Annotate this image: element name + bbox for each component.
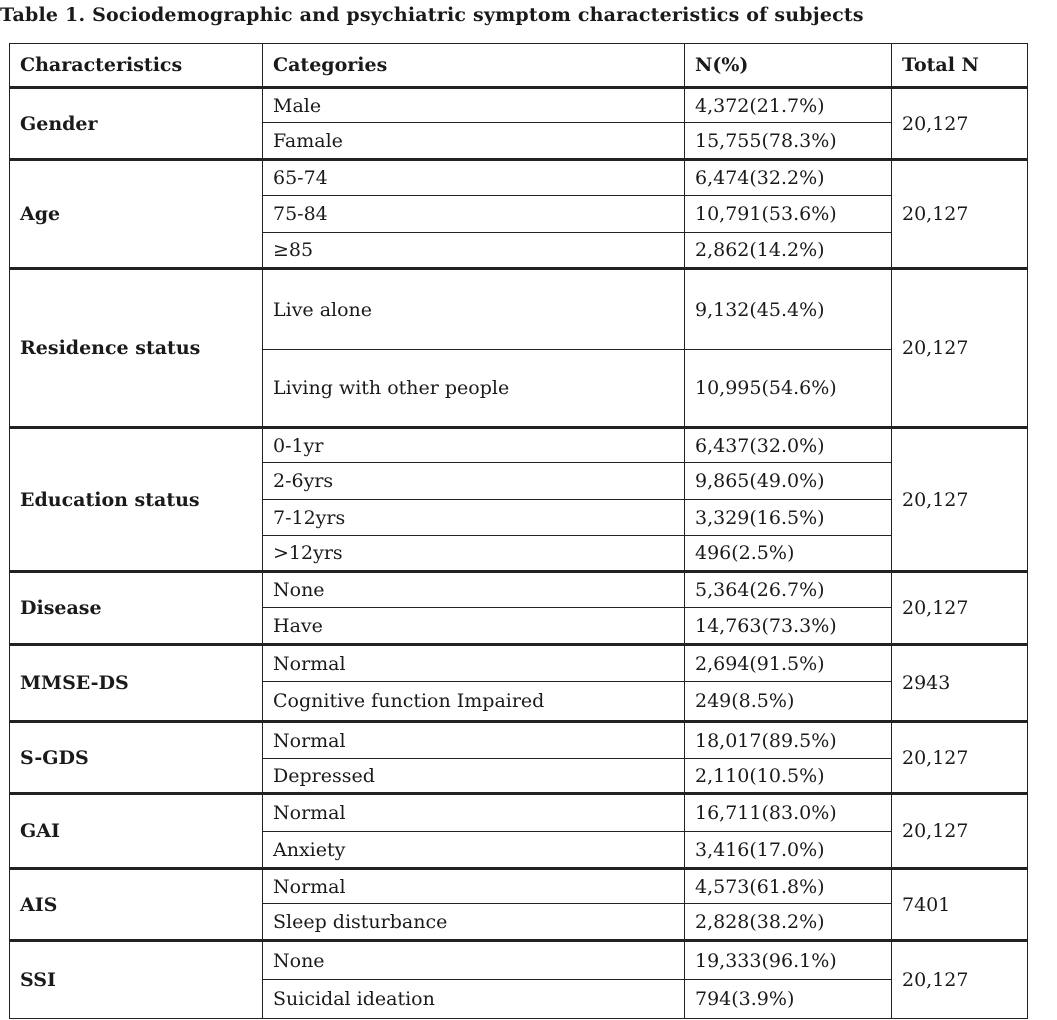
n-percent-cell: 6,437(32.0%) (685, 428, 892, 463)
n-percent-cell: 15,755(78.3%) (685, 123, 892, 160)
n-percent-cell: 5,364(26.7%) (685, 572, 892, 608)
n-percent-cell: 2,862(14.2%) (685, 233, 892, 269)
category-cell: ≥85 (263, 233, 685, 269)
n-percent-cell: 18,017(89.5%) (685, 722, 892, 759)
category-cell: 2-6yrs (263, 463, 685, 500)
n-percent-cell: 10,791(53.6%) (685, 196, 892, 233)
n-percent-cell: 2,694(91.5%) (685, 645, 892, 682)
category-cell: Anxiety (263, 832, 685, 869)
category-cell: Normal (263, 794, 685, 832)
column-header: N(%) (685, 44, 892, 88)
characteristic-cell: Residence status (10, 269, 263, 428)
table-row (10, 428, 1028, 463)
n-percent-cell: 16,711(83.0%) (685, 794, 892, 832)
n-percent-cell: 9,865(49.0%) (685, 463, 892, 500)
category-cell: Male (263, 88, 685, 123)
characteristic-cell: Education status (10, 428, 263, 572)
category-cell: >12yrs (263, 536, 685, 572)
n-percent-cell: 794(3.9%) (685, 980, 892, 1019)
characteristic-cell: MMSE-DS (10, 645, 263, 722)
total-n-cell: 20,127 (892, 88, 1028, 160)
total-n-cell: 7401 (892, 869, 1028, 941)
table-body (10, 88, 1028, 1019)
characteristic-cell: Gender (10, 88, 263, 160)
n-percent-cell: 14,763(73.3%) (685, 608, 892, 645)
characteristic-cell: Disease (10, 572, 263, 645)
n-percent-cell: 249(8.5%) (685, 682, 892, 722)
characteristic-cell: S-GDS (10, 722, 263, 794)
characteristics-table (9, 43, 1028, 1019)
table-row (10, 722, 1028, 759)
category-cell: None (263, 572, 685, 608)
header-row (10, 44, 1028, 88)
category-cell: Cognitive function Impaired (263, 682, 685, 722)
n-percent-cell: 19,333(96.1%) (685, 941, 892, 980)
total-n-cell: 2943 (892, 645, 1028, 722)
column-header: Total N (892, 44, 1028, 88)
total-n-cell: 20,127 (892, 722, 1028, 794)
table-row (10, 794, 1028, 832)
n-percent-cell: 4,573(61.8%) (685, 869, 892, 904)
table-caption: Table 1. Sociodemographic and psychiatric symptom characteristics of subjects (0, 4, 864, 26)
table-row (10, 645, 1028, 682)
total-n-cell: 20,127 (892, 160, 1028, 269)
n-percent-cell: 4,372(21.7%) (685, 88, 892, 123)
table-row (10, 572, 1028, 608)
n-percent-cell: 3,329(16.5%) (685, 500, 892, 536)
category-cell: None (263, 941, 685, 980)
category-cell: Live alone (263, 269, 685, 350)
n-percent-cell: 6,474(32.2%) (685, 160, 892, 196)
n-percent-cell: 9,132(45.4%) (685, 269, 892, 350)
category-cell: 75-84 (263, 196, 685, 233)
n-percent-cell: 496(2.5%) (685, 536, 892, 572)
total-n-cell: 20,127 (892, 794, 1028, 869)
table-row (10, 160, 1028, 196)
column-header: Characteristics (10, 44, 263, 88)
category-cell: Famale (263, 123, 685, 160)
category-cell: Sleep disturbance (263, 904, 685, 941)
category-cell: 7-12yrs (263, 500, 685, 536)
category-cell: Suicidal ideation (263, 980, 685, 1019)
category-cell: Depressed (263, 759, 685, 794)
characteristic-cell: GAI (10, 794, 263, 869)
n-percent-cell: 10,995(54.6%) (685, 350, 892, 428)
n-percent-cell: 3,416(17.0%) (685, 832, 892, 869)
total-n-cell: 20,127 (892, 269, 1028, 428)
total-n-cell: 20,127 (892, 428, 1028, 572)
table-row (10, 269, 1028, 350)
total-n-cell: 20,127 (892, 572, 1028, 645)
category-cell: Normal (263, 645, 685, 682)
category-cell: Normal (263, 869, 685, 904)
table-row (10, 869, 1028, 904)
characteristic-cell: AIS (10, 869, 263, 941)
n-percent-cell: 2,828(38.2%) (685, 904, 892, 941)
characteristic-cell: SSI (10, 941, 263, 1019)
total-n-cell: 20,127 (892, 941, 1028, 1019)
category-cell: Have (263, 608, 685, 645)
table-row (10, 941, 1028, 980)
column-header: Categories (263, 44, 685, 88)
category-cell: 0-1yr (263, 428, 685, 463)
category-cell: Normal (263, 722, 685, 759)
characteristic-cell: Age (10, 160, 263, 269)
table-row (10, 88, 1028, 123)
n-percent-cell: 2,110(10.5%) (685, 759, 892, 794)
category-cell: Living with other people (263, 350, 685, 428)
category-cell: 65-74 (263, 160, 685, 196)
